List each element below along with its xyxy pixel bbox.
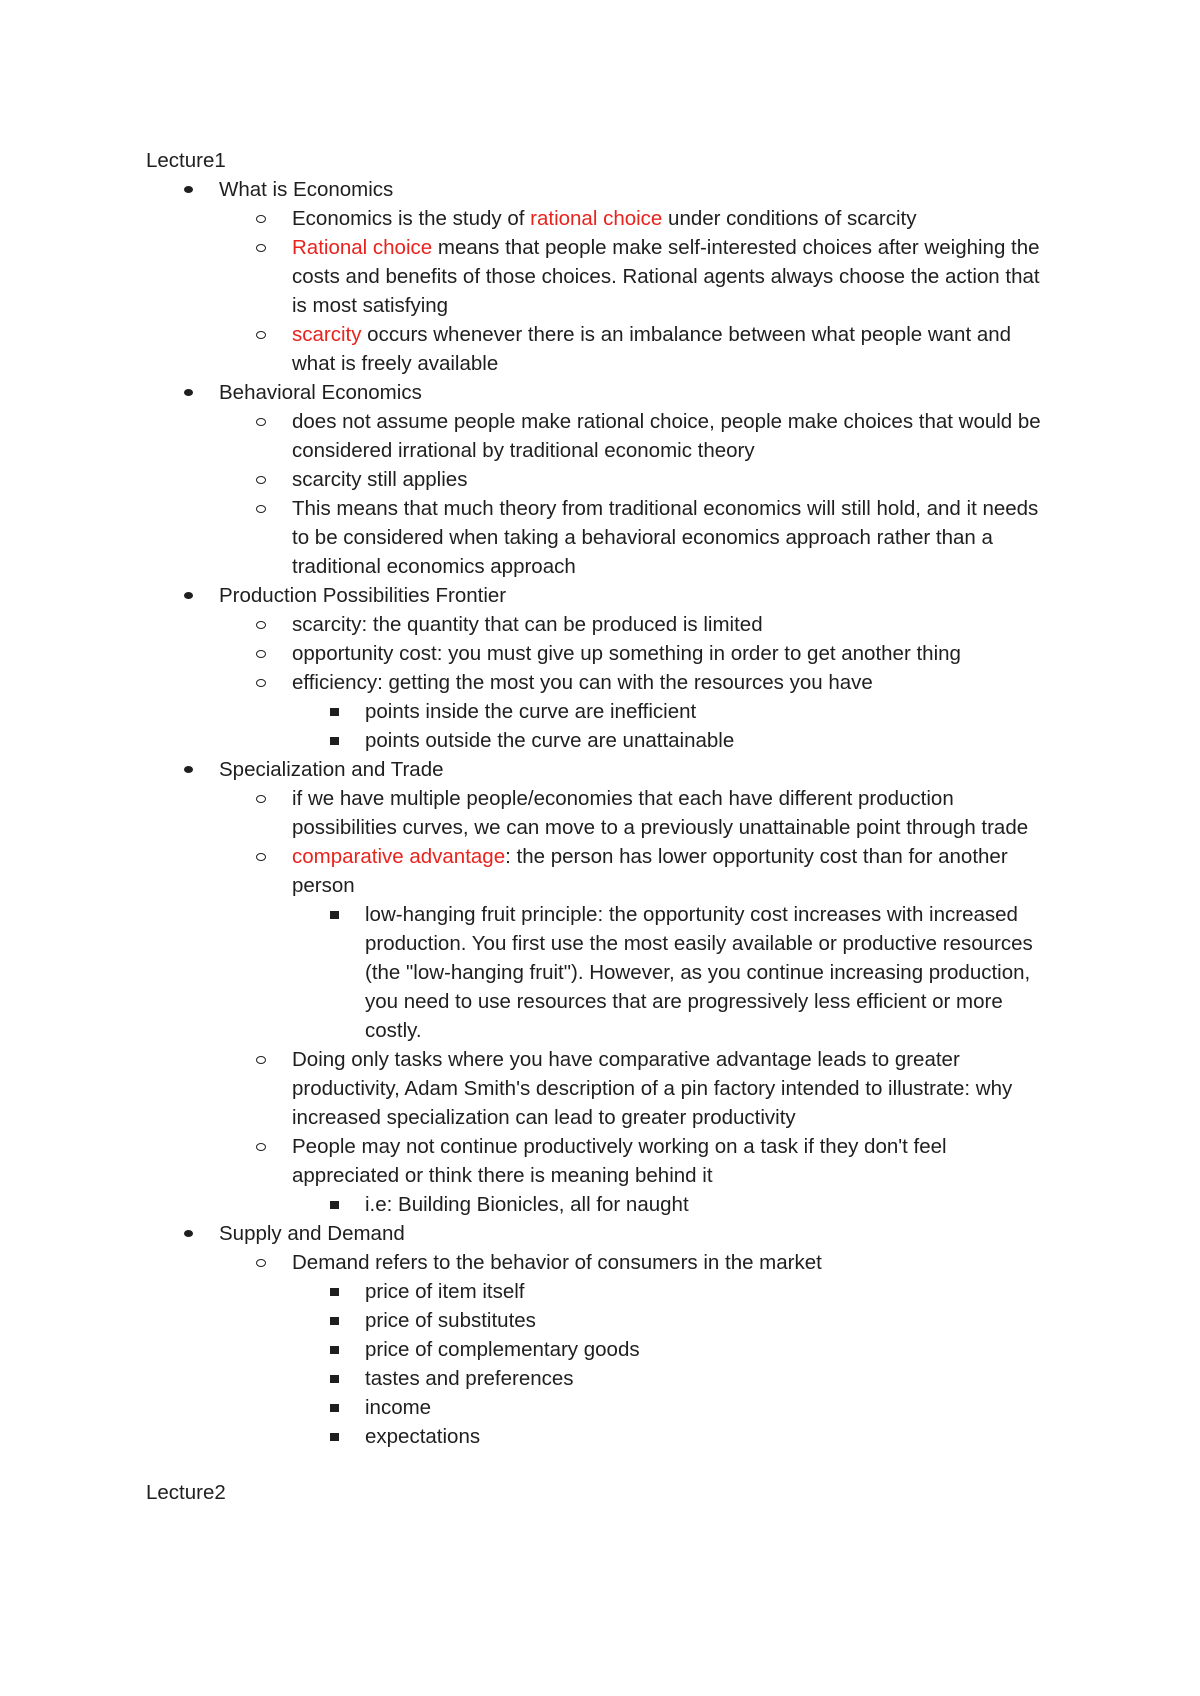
subpoint-item: [292, 1422, 1046, 1451]
point-text: [292, 236, 1040, 317]
section-title: Behavioral Economics: [219, 381, 422, 404]
point-item: [219, 784, 1046, 842]
circle-bullet-icon: [256, 1248, 267, 1277]
point-text: [292, 468, 467, 491]
point-text: [292, 497, 1038, 578]
section-title: What is Economics: [219, 178, 394, 201]
subpoints: [292, 900, 1046, 1045]
highlighted-term: scarcity: [292, 323, 362, 346]
subpoint-item: [292, 900, 1046, 1045]
section-item: [146, 378, 1046, 581]
point-item: [219, 1132, 1046, 1219]
section-item: [146, 755, 1046, 1219]
point-item: [219, 1248, 1046, 1451]
point-text-part: occurs whenever there is an imbalance between what people want and what is freely available: [292, 323, 1012, 375]
disc-bullet-icon: [184, 755, 193, 784]
highlighted-term: comparative advantage: [292, 845, 506, 868]
point-item: [219, 668, 1046, 755]
section-gap: [146, 1451, 1046, 1478]
section-points: [219, 407, 1046, 581]
point-text: [292, 323, 1011, 375]
subpoint-item: [292, 1364, 1046, 1393]
point-text-part: opportunity cost: you must give up something in order to get another thing: [292, 642, 961, 665]
point-text-part: Economics is the study of: [292, 207, 531, 230]
lecture2-heading: Lecture2: [146, 1481, 226, 1504]
point-text: [292, 1048, 1012, 1129]
subpoint-item: [292, 1335, 1046, 1364]
disc-bullet-icon: [184, 1219, 193, 1248]
subpoint-text: low-hanging fruit principle: the opportunity cost increases with increased production. You first use the most easily available or productive resources (the "low-hanging fruit"). However, as you continue increasing production, you need to use resources that are progressively less efficient or more costly.: [365, 903, 1033, 1042]
square-bullet-icon: [330, 1306, 340, 1335]
point-item: [219, 639, 1046, 668]
point-item: [219, 204, 1046, 233]
section-title: Supply and Demand: [219, 1222, 405, 1245]
point-text-part: Demand refers to the behavior of consumers in the market: [292, 1251, 822, 1274]
lecture1-outline: [146, 175, 1046, 1451]
subpoint-item: [292, 1190, 1046, 1219]
circle-bullet-icon: [256, 407, 267, 436]
circle-bullet-icon: [256, 639, 267, 668]
square-bullet-icon: [330, 1277, 340, 1306]
section-title: Specialization and Trade: [219, 758, 444, 781]
point-text-part: if we have multiple people/economies that each have different production possibilities curves, we can move to a previously unattainable point through trade: [292, 787, 1029, 839]
subpoints: [292, 1277, 1046, 1451]
point-text-part: This means that much theory from traditional economics will still hold, and it needs to be considered when taking a behavioral economics approach rather than a traditional economics approach: [292, 497, 1039, 578]
section-item: [146, 581, 1046, 755]
subpoint-item: [292, 726, 1046, 755]
subpoint-item: [292, 697, 1046, 726]
document-content: [146, 146, 1046, 1507]
circle-bullet-icon: [256, 204, 267, 233]
subpoint-item: [292, 1393, 1046, 1422]
lecture1-heading: Lecture1: [146, 149, 226, 172]
square-bullet-icon: [330, 1422, 340, 1451]
square-bullet-icon: [330, 1364, 340, 1393]
section-points: [219, 1248, 1046, 1451]
point-item: [219, 842, 1046, 1045]
section-title: Production Possibilities Frontier: [219, 584, 507, 607]
point-item: [219, 1045, 1046, 1132]
subpoints: [292, 697, 1046, 755]
point-item: [219, 494, 1046, 581]
point-text-part: People may not continue productively working on a task if they don't feel appreciated or think there is meaning behind it: [292, 1135, 947, 1187]
point-text-part: does not assume people make rational choice, people make choices that would be considered irrational by traditional economic theory: [292, 410, 1041, 462]
point-text-part: under conditions of scarcity: [662, 207, 917, 230]
subpoint-text: i.e: Building Bionicles, all for naught: [365, 1193, 689, 1216]
point-item: [219, 610, 1046, 639]
point-text: [292, 207, 916, 230]
subpoint-text: points inside the curve are inefficient: [365, 700, 697, 723]
square-bullet-icon: [330, 900, 340, 929]
highlighted-term: rational choice: [530, 207, 663, 230]
subpoint-text: price of complementary goods: [365, 1338, 640, 1361]
point-text-part: Doing only tasks where you have comparative advantage leads to greater productivity, Adam Smith's description of a pin factory intended to illustrate: why increased specialization can lead to greater productivity: [292, 1048, 1013, 1129]
subpoint-text: income: [365, 1396, 432, 1419]
square-bullet-icon: [330, 726, 340, 755]
disc-bullet-icon: [184, 175, 193, 204]
circle-bullet-icon: [256, 784, 267, 813]
section-item: [146, 175, 1046, 378]
subpoint-text: points outside the curve are unattainable: [365, 729, 735, 752]
point-text-part: scarcity: the quantity that can be produced is limited: [292, 613, 763, 636]
subpoints: [292, 1190, 1046, 1219]
subpoint-item: [292, 1277, 1046, 1306]
section-points: [219, 784, 1046, 1219]
point-text: [292, 671, 873, 694]
point-item: [219, 465, 1046, 494]
point-text-part: : the person has lower opportunity cost than for another person: [292, 845, 1008, 897]
subpoint-text: price of item itself: [365, 1280, 525, 1303]
point-text: [292, 642, 961, 665]
disc-bullet-icon: [184, 581, 193, 610]
square-bullet-icon: [330, 1393, 340, 1422]
point-item: [219, 233, 1046, 320]
point-text-part: means that people make self-interested choices after weighing the costs and benefits of those choices. Rational agents always choose the action that is most satisfying: [292, 236, 1040, 317]
disc-bullet-icon: [184, 378, 193, 407]
square-bullet-icon: [330, 1335, 340, 1364]
square-bullet-icon: [330, 697, 340, 726]
point-item: [219, 407, 1046, 465]
circle-bullet-icon: [256, 465, 267, 494]
section-points: [219, 610, 1046, 755]
point-text: [292, 1251, 822, 1274]
circle-bullet-icon: [256, 842, 267, 871]
point-text: [292, 1135, 947, 1187]
subpoint-text: price of substitutes: [365, 1309, 536, 1332]
square-bullet-icon: [330, 1190, 340, 1219]
circle-bullet-icon: [256, 1045, 267, 1074]
circle-bullet-icon: [256, 320, 267, 349]
subpoint-item: [292, 1306, 1046, 1335]
point-text: [292, 845, 1008, 897]
point-text: [292, 613, 763, 636]
circle-bullet-icon: [256, 233, 267, 262]
circle-bullet-icon: [256, 494, 267, 523]
point-text-part: efficiency: getting the most you can with the resources you have: [292, 671, 873, 694]
highlighted-term: Rational choice: [292, 236, 433, 259]
subpoint-text: expectations: [365, 1425, 481, 1448]
section-item: [146, 1219, 1046, 1451]
point-text: [292, 410, 1041, 462]
subpoint-text: tastes and preferences: [365, 1367, 574, 1390]
circle-bullet-icon: [256, 668, 267, 697]
circle-bullet-icon: [256, 1132, 267, 1161]
point-text-part: scarcity still applies: [292, 468, 468, 491]
point-item: [219, 320, 1046, 378]
circle-bullet-icon: [256, 610, 267, 639]
point-text: [292, 787, 1028, 839]
section-points: [219, 204, 1046, 378]
